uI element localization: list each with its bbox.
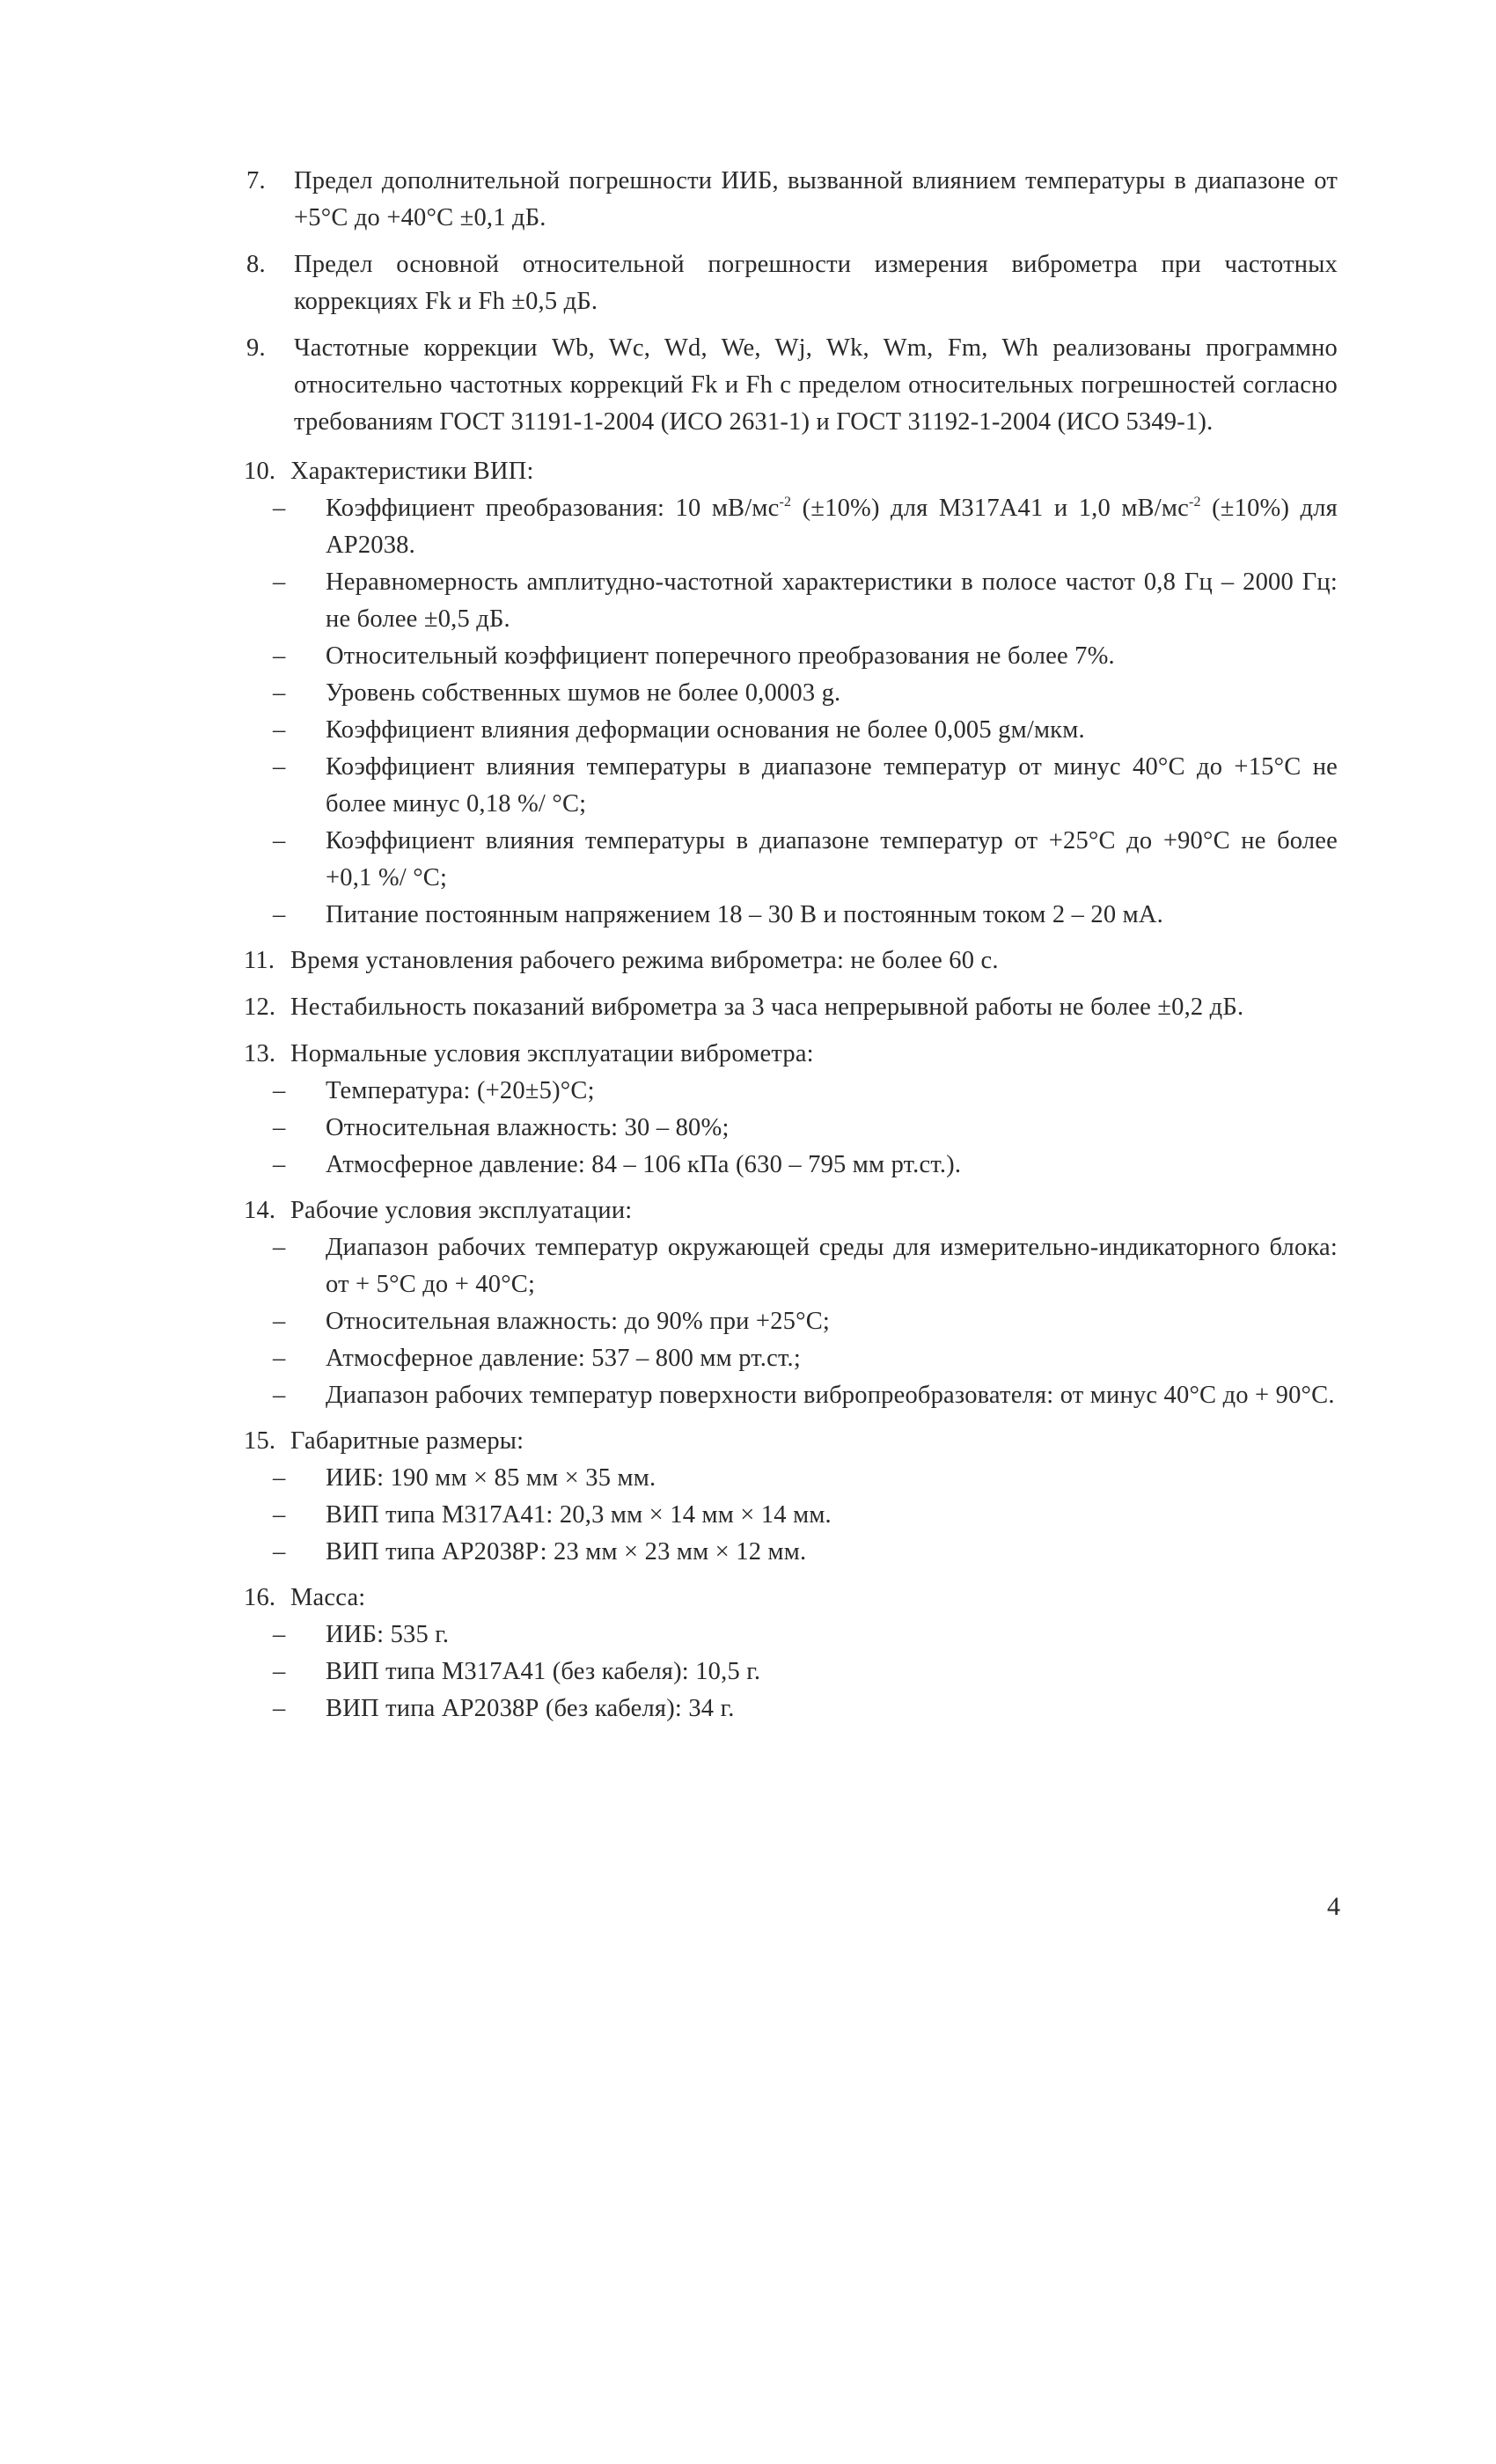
dash-marker: – [273,901,286,928]
dash-marker: – [273,642,286,670]
dash-marker: – [273,679,286,707]
bullet-text: ВИП типа АР2038Р: 23 мм × 23 мм × 12 мм. [326,1538,807,1566]
dash-marker: – [273,568,286,596]
bullet-item [246,1617,1338,1654]
dash-marker: – [273,753,286,781]
document-content [246,163,1338,1736]
bullet-text: Питание постоянным напряжением 18 – 30 В и постоянным током 2 – 20 мА. [326,901,1163,928]
bullet-text: Неравномерность амплитудно-частотной характеристики в полосе частот 0,8 Гц – 2000 Гц: не более ±0,5 дБ. [326,568,1338,633]
bullet-item [246,712,1338,749]
dash-marker: – [273,1308,286,1335]
bullet-item [246,823,1338,897]
bullet-item [246,1460,1338,1497]
section-14 [246,1192,1338,1414]
bullet-item [246,749,1338,823]
bullet-text: ИИБ: 190 мм × 85 мм × 35 мм. [326,1464,656,1492]
section-16 [246,1580,1338,1727]
bullet-text: Коэффициент влияния температуры в диапазоне температур от +25°С до +90°С не более +0,1 %/ °С; [326,827,1338,891]
bullet-item [246,564,1338,638]
bullet-item [246,490,1338,564]
dash-marker: – [273,1151,286,1178]
item-number: 10. [244,458,276,485]
bullet-item [246,1073,1338,1110]
bullet-item [246,1303,1338,1340]
bullet-text: ВИП типа АР2038Р (без кабеля): 34 г. [326,1695,735,1722]
bullet-item [246,1690,1338,1727]
dash-marker: – [273,1538,286,1566]
bullet-list [246,1617,1338,1727]
bullet-list [246,1229,1338,1414]
section-heading [246,453,1338,490]
bullet-text-part: (±10%) для М317А41 и 1,0 мВ/мс [791,495,1189,522]
section-title: Характеристики ВИП: [290,458,534,485]
dash-marker: – [273,1621,286,1648]
dash-marker: – [273,1464,286,1492]
bullet-item [246,638,1338,675]
bullet-item [246,1340,1338,1377]
bullet-text: Атмосферное давление: 84 – 106 кПа (630 – 795 мм рт.ст.). [326,1151,962,1178]
section-title: Нормальные условия эксплуатации виброметра: [290,1040,814,1067]
dash-marker: – [273,1234,286,1261]
section-title: Масса: [290,1584,366,1611]
bullet-list [246,490,1338,934]
bullet-text: ИИБ: 535 г. [326,1621,450,1648]
list-item-8 [246,246,1338,320]
item-number: 9. [246,334,266,362]
bullet-text: Температура: (+20±5)°С; [326,1077,595,1104]
item-number: 8. [246,251,266,278]
item-number: 16. [244,1584,276,1611]
bullet-item [246,1654,1338,1690]
section-heading [246,1192,1338,1229]
superscript: -2 [779,495,792,510]
superscript: -2 [1188,495,1201,510]
dash-marker: – [273,827,286,854]
dash-marker: – [273,1658,286,1685]
section-15 [246,1423,1338,1571]
dash-marker: – [273,1345,286,1372]
bullet-list [246,1073,1338,1184]
section-10 [246,453,1338,934]
section-heading [246,1580,1338,1617]
section-13 [246,1036,1338,1184]
bullet-text: Относительный коэффициент поперечного преобразования не более 7%. [326,642,1115,670]
dash-marker: – [273,1077,286,1104]
list-item-11 [246,942,1338,979]
section-title: Рабочие условия эксплуатации: [290,1197,633,1224]
item-text: Предел основной относительной погрешности измерения виброметра при частотных коррекциях Fk и Fh ±0,5 дБ. [294,251,1338,315]
bullet-text: Диапазон рабочих температур поверхности вибропреобразователя: от минус 40°С до + 90°С. [326,1382,1335,1409]
list-item-9 [246,330,1338,441]
list-item-7 [246,163,1338,237]
bullet-item [246,1147,1338,1184]
bullet-item [246,1110,1338,1147]
page-number: 4 [1327,1892,1340,1921]
bullet-text: Атмосферное давление: 537 – 800 мм рт.ст.; [326,1345,801,1372]
section-heading [246,1036,1338,1073]
bullet-text-part: (±10%) для АР2038. [326,495,1338,559]
item-text: Время установления рабочего режима виброметра: не более 60 с. [290,947,999,974]
bullet-text: Относительная влажность: до 90% при +25°С; [326,1308,831,1335]
bullet-item [246,1497,1338,1534]
item-number: 11. [244,947,275,974]
section-heading [246,1423,1338,1460]
bullet-text: ВИП типа М317А41: 20,3 мм × 14 мм × 14 мм. [326,1501,832,1529]
dash-marker: – [273,1114,286,1141]
bullet-text: Диапазон рабочих температур окружающей среды для измерительно-индикаторного блока: от + 5°С до + 40°С; [326,1234,1338,1298]
item-number: 15. [244,1427,276,1455]
bullet-text: Уровень собственных шумов не более 0,0003 g. [326,679,841,707]
bullet-item [246,1229,1338,1303]
bullet-item [246,897,1338,934]
list-item-12 [246,989,1338,1026]
dash-marker: – [273,1382,286,1409]
item-number: 12. [244,994,276,1021]
item-text: Нестабильность показаний виброметра за 3 часа непрерывной работы не более ±0,2 дБ. [290,994,1244,1021]
item-number: 13. [244,1040,276,1067]
bullet-list [246,1460,1338,1571]
bullet-text: ВИП типа М317А41 (без кабеля): 10,5 г. [326,1658,761,1685]
bullet-item [246,1377,1338,1414]
dash-marker: – [273,495,286,522]
item-number: 14. [244,1197,276,1224]
dash-marker: – [273,1501,286,1529]
section-title: Габаритные размеры: [290,1427,524,1455]
bullet-text: Коэффициент влияния деформации основания не более 0,005 gм/мкм. [326,716,1085,744]
item-text: Предел дополнительной погрешности ИИБ, вызванной влиянием температуры в диапазоне от +5°С до +40°С ±0,1 дБ. [294,167,1338,231]
dash-marker: – [273,1695,286,1722]
item-number: 7. [246,167,266,194]
bullet-text: Относительная влажность: 30 – 80%; [326,1114,730,1141]
item-text: Частотные коррекции Wb, Wc, Wd, We, Wj, Wk, Wm, Fm, Wh реализованы программно относительно частотных коррекций Fk и Fh с пределом относительных погрешностей согласно требованиям ГОСТ 31191-1-2004 (ИСО 2631-1) и ГОСТ 31192-1-2004 (ИСО 5349-1). [294,334,1338,436]
dash-marker: – [273,716,286,744]
bullet-text-part: Коэффициент преобразования: 10 мВ/мс [326,495,780,522]
bullet-text: Коэффициент влияния температуры в диапазоне температур от минус 40°С до +15°С не более минус 0,18 %/ °С; [326,753,1338,818]
bullet-item [246,1534,1338,1571]
bullet-item [246,675,1338,712]
